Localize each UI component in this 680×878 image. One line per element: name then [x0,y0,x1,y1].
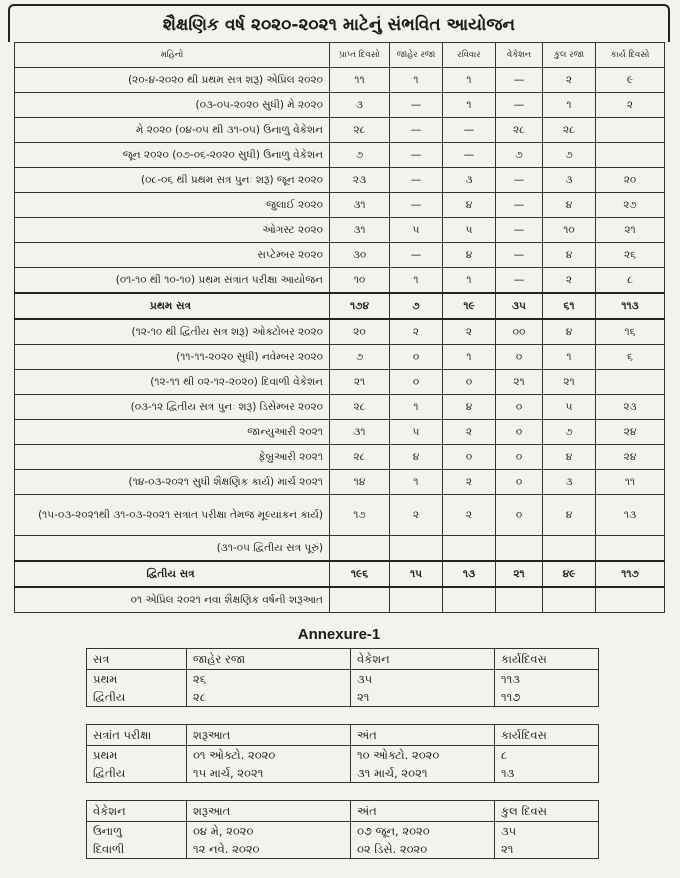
annexure-header-cell: કુલ દિવસ [495,801,599,822]
annexure-cell: ૨૧ [495,840,599,859]
month-cell: (૦૩-૧૨ દ્વિતીય સત્ર પુનઃ શરૂ) ડિસેમ્બર ૨૦૨૦ [15,395,330,420]
value-cell: ૨૩ [330,168,390,193]
value-cell: — [496,218,543,243]
table-row [15,168,665,193]
month-cell: (૦૮-૦૬ થી પ્રથમ સત્ર પુનઃ શરૂ) જૂન ૨૦૨૦ [15,168,330,193]
value-cell: ૩ [543,470,596,495]
value-cell: ૫ [390,420,443,445]
annexure-cell: ૩૧ માર્ચ, ૨૦૨૧ [351,764,495,783]
value-cell: ૨ [596,93,665,118]
value-cell: ૫ [443,218,496,243]
value-cell: ૦ [390,345,443,370]
month-cell: જાન્યુઆરી ૨૦૨૧ [15,420,330,445]
value-cell: ૭ [330,345,390,370]
value-cell: — [443,143,496,168]
value-cell: — [496,168,543,193]
table-row [15,395,665,420]
value-cell: ૧ [390,395,443,420]
value-cell: ૨૦ [330,319,390,345]
month-cell: ૦૧ એપ્રિલ ૨૦૨૧ નવા શૈક્ષણિક વર્ષની શરૂઆત [15,587,330,613]
value-cell [496,587,543,613]
month-cell: જુલાઈ ૨૦૨૦ [15,193,330,218]
value-cell: ૨૪ [596,420,665,445]
value-cell: ૧ [443,68,496,93]
annexure-row [87,840,599,859]
annexure-term-table [86,648,599,707]
month-cell: (૦૧-૧૦ થી ૧૦-૧૦) પ્રથમ સત્રાંત પરીક્ષા આયોજન [15,268,330,294]
table-row [15,370,665,395]
annexure-header-cell: કાર્યદિવસ [495,649,599,670]
value-cell: ૦ [496,495,543,536]
annexure-cell: ૩૫ [351,670,495,689]
value-cell: ૦ [496,420,543,445]
value-cell: ૦ [443,445,496,470]
table-row [15,445,665,470]
value-cell: ૨૧ [596,218,665,243]
annexure-row [87,822,599,841]
value-cell: — [443,118,496,143]
annexure-cell: ૧૧૭ [495,688,599,707]
month-cell: પ્રથમ સત્ર [15,293,330,319]
annexure-cell: ૨૮ [187,688,351,707]
document-page [8,4,670,868]
month-cell: (૦૩-૦૫-૨૦૨૦ સુધી) મે ૨૦૨૦ [15,93,330,118]
value-cell: ૧ [390,268,443,294]
annexure-header-cell: શરૂઆત [187,801,351,822]
value-cell: ૩ [543,168,596,193]
month-cell: (૧૫-૦૩-૨૦૨૧થી ૩૧-૦૩-૨૦૨૧ સત્રાંત પરીક્ષા તેમજ મૂલ્યાંકન કાર્ય) [15,495,330,536]
value-cell: ૦ [496,445,543,470]
value-cell: — [496,193,543,218]
value-cell: ૭ [543,420,596,445]
value-cell [496,536,543,562]
annexure-cell: ૧૦ ઓક્ટો. ૨૦૨૦ [351,746,495,765]
value-cell: ૨ [443,319,496,345]
value-cell: — [496,268,543,294]
value-cell: ૧ [443,345,496,370]
value-cell: — [390,93,443,118]
annexure-cell: દ્વિતીય [87,688,187,707]
value-cell: ૩૧ [330,193,390,218]
annexure-cell: ૦૭ જૂન, ૨૦૨૦ [351,822,495,841]
value-cell: ૧૭ [330,495,390,536]
value-cell: ૭ [496,143,543,168]
table-row [15,536,665,562]
term-total-row [15,293,665,319]
header-total-holidays: કુલ રજા [543,43,596,68]
annexure-row [87,670,599,689]
value-cell: ૧૯ [443,293,496,319]
annexure-cell: ૨૧ [351,688,495,707]
value-cell: — [496,93,543,118]
value-cell: ૨૩ [596,395,665,420]
value-cell: ૧ [543,345,596,370]
value-cell: ૪ [543,495,596,536]
table-row [15,420,665,445]
month-cell: ઓગસ્ટ ૨૦૨૦ [15,218,330,243]
value-cell: — [496,68,543,93]
value-cell: ૧૩ [443,561,496,587]
value-cell: ૨ [443,420,496,445]
annexure-cell: ૧૫ માર્ચ, ૨૦૨૧ [187,764,351,783]
value-cell [596,536,665,562]
value-cell: ૪ [443,395,496,420]
table-row [15,118,665,143]
value-cell: ૧ [543,93,596,118]
term-total-row [15,561,665,587]
annexure-cell: ૧૧૩ [495,670,599,689]
month-cell: જૂન ૨૦૨૦ (૦૭-૦૬-૨૦૨૦ સુધી) ઉનાળુ વેકેશન [15,143,330,168]
value-cell: ૭ [390,293,443,319]
value-cell: ૨ [443,495,496,536]
table-row [15,319,665,345]
value-cell [443,536,496,562]
value-cell: — [390,168,443,193]
month-cell: (૧૧-૧૧-૨૦૨૦ સુધી) નવેમ્બર ૨૦૨૦ [15,345,330,370]
value-cell: ૪ [543,319,596,345]
value-cell: ૧૩ [596,495,665,536]
table-row [15,268,665,294]
month-cell: ફેબ્રુઆરી ૨૦૨૧ [15,445,330,470]
month-cell: દ્વિતીય સત્ર [15,561,330,587]
value-cell: ૫ [390,218,443,243]
value-cell: ૪૯ [543,561,596,587]
annexure-cell: ૦૨ ડિસે. ૨૦૨૦ [351,840,495,859]
value-cell: ૩૫ [496,293,543,319]
month-cell: (૧૪-૦૩-૨૦૨૧ સુધી શૈક્ષણિક કાર્ય) માર્ચ ૨૦૨૧ [15,470,330,495]
month-cell: (૨૦-૪-૨૦૨૦ થી પ્રથમ સત્ર શરૂ) એપ્રિલ ૨૦૨૦ [15,68,330,93]
header-public-holidays: જાહેર રજા [390,43,443,68]
value-cell: ૧૧ [330,68,390,93]
value-cell: ૦૦ [496,319,543,345]
value-cell [543,587,596,613]
value-cell: ૦ [496,345,543,370]
header-month: મહિનો [15,43,330,68]
annexure-cell: દિવાળી [87,840,187,859]
value-cell: ૫ [543,395,596,420]
annexure-cell: દ્વિતીય [87,764,187,783]
table-row [15,495,665,536]
value-cell: ૧૯૬ [330,561,390,587]
annexure-cell: ૨૬ [187,670,351,689]
table-row [15,243,665,268]
value-cell: ૨૮ [330,445,390,470]
value-cell: ૦ [496,470,543,495]
month-cell: (૧૨-૧૧ થી ૦૨-૧૨-૨૦૨૦) દિવાળી વેકેશન [15,370,330,395]
value-cell: ૧૧૩ [596,293,665,319]
table-row [15,93,665,118]
value-cell: ૧૫ [390,561,443,587]
value-cell: ૧૦ [543,218,596,243]
value-cell: — [390,243,443,268]
annexure-header-cell: જાહેર રજા [187,649,351,670]
table-row [15,345,665,370]
value-cell: ૨ [543,268,596,294]
month-cell: સપ્ટેમ્બર ૨૦૨૦ [15,243,330,268]
annexure-row [87,688,599,707]
value-cell: ૩ [330,93,390,118]
value-cell: ૨૦ [596,168,665,193]
value-cell: ૧૧ [596,470,665,495]
annexure-cell: ૮ [495,746,599,765]
value-cell: ૨૮ [330,395,390,420]
value-cell: ૨૮ [496,118,543,143]
header-available-days: પ્રાપ્ત દિવસો [330,43,390,68]
annexure-vacation-table [86,800,599,859]
annexure-header-cell: કાર્યદિવસ [495,725,599,746]
annexure-exam-table [86,724,599,783]
value-cell: — [390,143,443,168]
value-cell [443,587,496,613]
annexure-row [87,764,599,783]
value-cell: ૨ [543,68,596,93]
value-cell [330,587,390,613]
value-cell: ૪ [443,243,496,268]
schedule-table [14,42,665,613]
value-cell: ૪ [543,193,596,218]
value-cell: ૧૧૭ [596,561,665,587]
table-row [15,587,665,613]
annexure-header-cell: વેકેશન [87,801,187,822]
value-cell: ૭ [330,143,390,168]
annexure-cell: ૦૧ ઓક્ટો. ૨૦૨૦ [187,746,351,765]
value-cell: ૨૧ [496,561,543,587]
annexure-cell: પ્રથમ [87,746,187,765]
annexure-cell: ઉનાળુ [87,822,187,841]
schedule-body [15,68,665,613]
value-cell [596,587,665,613]
value-cell: ૩૧ [330,420,390,445]
value-cell: ૦ [496,395,543,420]
value-cell: ૪ [390,445,443,470]
annexure-header-cell: સત્ર [87,649,187,670]
schedule-header-row [15,43,665,68]
value-cell: ૧ [443,268,496,294]
value-cell: ૨૧ [330,370,390,395]
value-cell: ૨ [390,319,443,345]
value-cell: ૧ [443,93,496,118]
value-cell: — [390,193,443,218]
annexure-cell: ૧૨ નવે. ૨૦૨૦ [187,840,351,859]
table-row [15,218,665,243]
annexure-header-row [87,725,599,746]
annexure-header-row [87,649,599,670]
value-cell: ૬૧ [543,293,596,319]
value-cell [390,536,443,562]
value-cell: ૨ [443,470,496,495]
annexure-title: Annexure-1 [297,626,381,643]
page-title: શૈક્ષણિક વર્ષ ૨૦૨૦-૨૦૨૧ માટેનું સંભવિત આયોજન [8,4,670,42]
value-cell: ૧૭૪ [330,293,390,319]
value-cell: ૧૪ [330,470,390,495]
annexure-cell: ૩૫ [495,822,599,841]
value-cell [330,536,390,562]
value-cell [596,118,665,143]
header-vacation: વેકેશન [496,43,543,68]
value-cell: ૧ [390,470,443,495]
annexure-header-cell: સત્રાંત પરીક્ષા [87,725,187,746]
month-cell: (૧૨-૧૦ થી દ્વિતીય સત્ર શરૂ) ઓક્ટોબર ૨૦૨૦ [15,319,330,345]
value-cell [596,370,665,395]
value-cell: ૩ [443,168,496,193]
value-cell: ૨૭ [596,193,665,218]
header-working-days: કાર્ય દિવસો [596,43,665,68]
value-cell: ૨૬ [596,243,665,268]
table-row [15,68,665,93]
annexure-header-row [87,801,599,822]
value-cell: ૦ [443,370,496,395]
value-cell: ૩૧ [330,218,390,243]
annexure-cell: ૦૪ મે, ૨૦૨૦ [187,822,351,841]
value-cell: ૨૧ [543,370,596,395]
month-cell: મે ૨૦૨૦ (૦૪-૦૫ થી ૩૧-૦૫) ઉનાળુ વેકેશન [15,118,330,143]
value-cell: ૩૦ [330,243,390,268]
value-cell: ૧ [390,68,443,93]
value-cell: ૦ [390,370,443,395]
annexure-header-cell: શરૂઆત [187,725,351,746]
value-cell: ૪ [543,445,596,470]
value-cell [390,587,443,613]
value-cell: ૨૮ [543,118,596,143]
value-cell: ૨૧ [496,370,543,395]
value-cell: — [390,118,443,143]
annexure-header-cell: અંત [351,801,495,822]
value-cell: ૧૬ [596,319,665,345]
value-cell: ૪ [543,243,596,268]
annexure-cell: પ્રથમ [87,670,187,689]
value-cell [596,143,665,168]
value-cell: ૬ [596,345,665,370]
annexure-cell: ૧૩ [495,764,599,783]
month-cell: (૩૧-૦૫ દ્વિતીય સત્ર પૂરું) [15,536,330,562]
value-cell [543,536,596,562]
annexure-row [87,746,599,765]
value-cell: ૪ [443,193,496,218]
header-sundays: રવિવાર [443,43,496,68]
value-cell: — [496,243,543,268]
value-cell: ૮ [596,268,665,294]
table-row [15,470,665,495]
value-cell: ૧૦ [330,268,390,294]
table-row [15,143,665,168]
value-cell: ૨૪ [596,445,665,470]
value-cell: ૭ [543,143,596,168]
table-row [15,193,665,218]
value-cell: ૨૮ [330,118,390,143]
annexure-header-cell: અંત [351,725,495,746]
value-cell: ૯ [596,68,665,93]
value-cell: ૨ [390,495,443,536]
annexure-header-cell: વેકેશન [351,649,495,670]
